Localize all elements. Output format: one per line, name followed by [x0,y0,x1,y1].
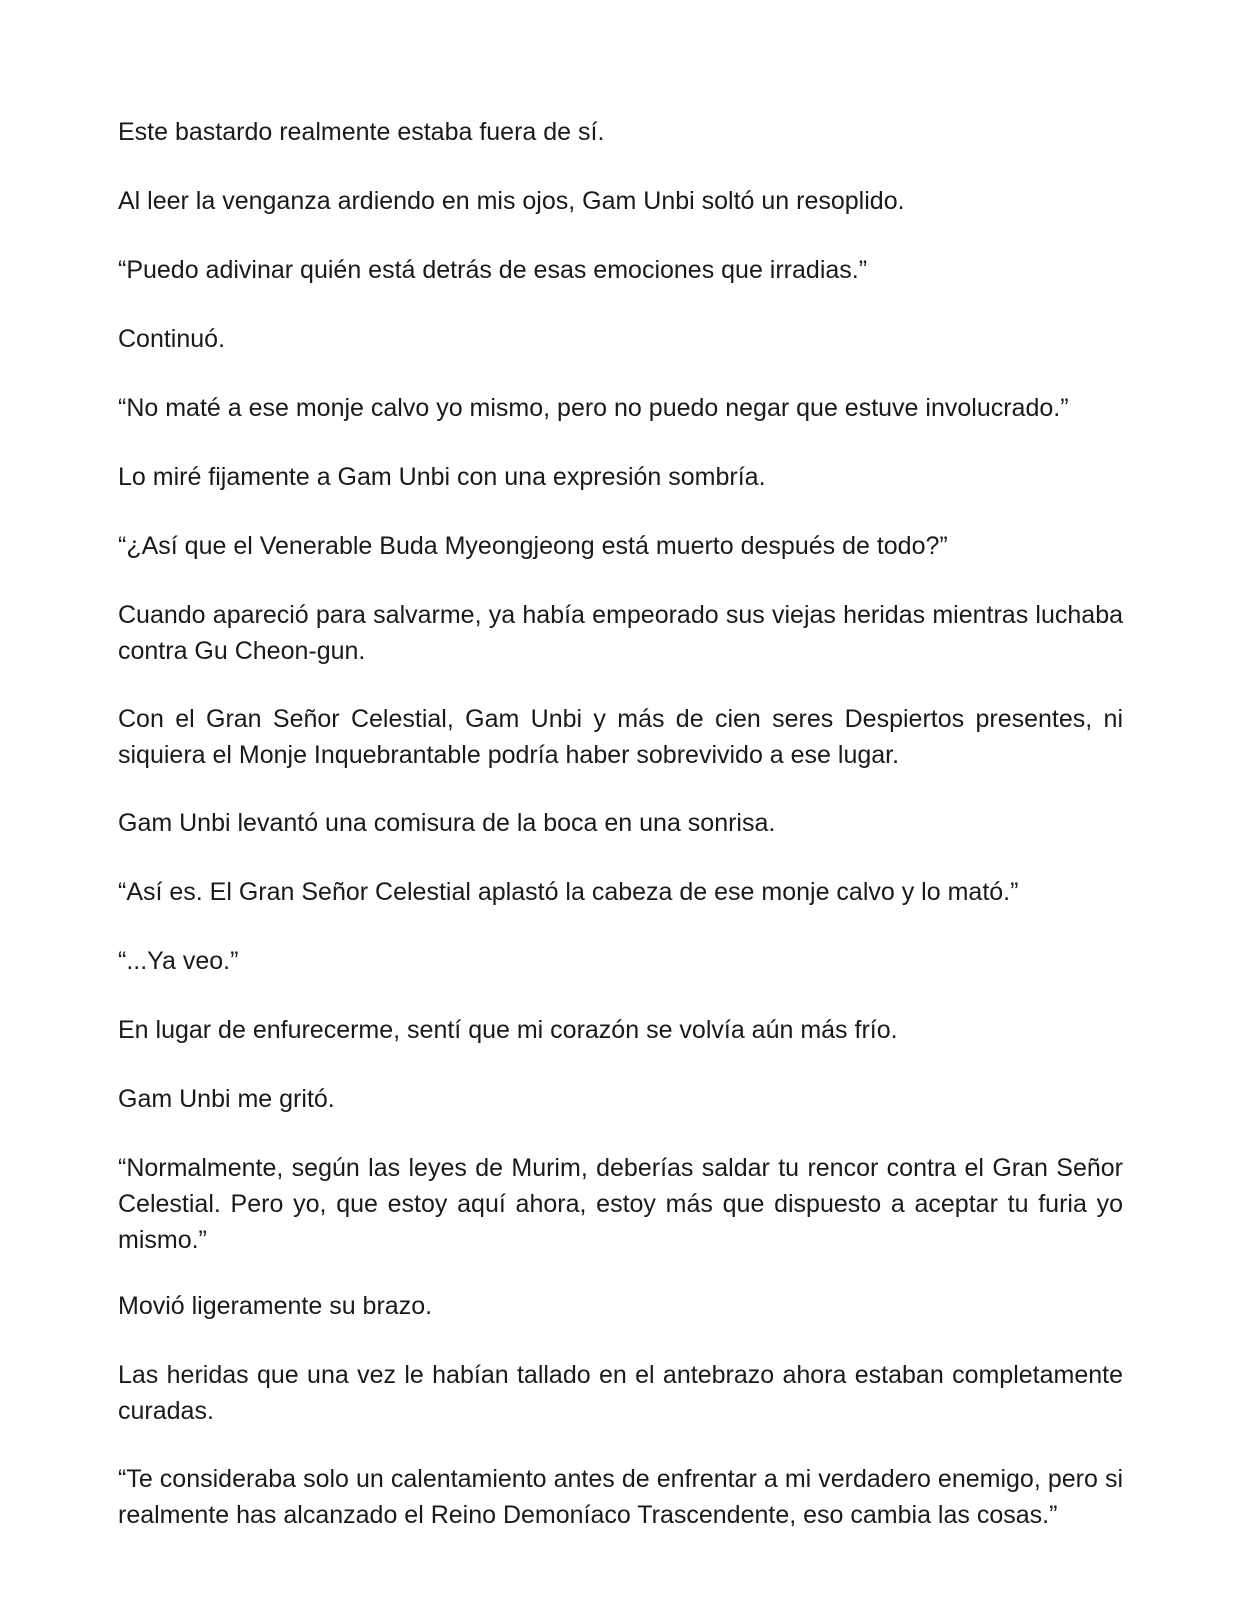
paragraph: Al leer la venganza ardiendo en mis ojos, Gam Unbi soltó un resoplido. [118,187,905,215]
paragraph: Lo miré fijamente a Gam Unbi con una expresión sombría. [118,463,766,491]
paragraph: “Normalmente, según las leyes de Murim, deberías saldar tu rencor contra el Gran Señor Celestial. Pero yo, que estoy aquí ahora, estoy más que dispuesto a aceptar tu furia yo mismo.” [118,1154,1123,1254]
paragraph: “¿Así que el Venerable Buda Myeongjeong está muerto después de todo?” [118,532,948,560]
paragraph: “Te consideraba solo un calentamiento antes de enfrentar a mi verdadero enemigo, pero si realmente has alcanzado el Reino Demoníaco Trascendente, eso cambia las cosas.” [118,1465,1123,1529]
paragraph: “...Ya veo.” [118,947,239,975]
paragraph: Este bastardo realmente estaba fuera de sí. [118,118,605,146]
paragraph: Gam Unbi me gritó. [118,1085,335,1113]
paragraph: Con el Gran Señor Celestial, Gam Unbi y más de cien seres Despiertos presentes, ni siquiera el Monje Inquebrantable podría haber sobrevivido a ese lugar. [118,705,1123,769]
paragraph: Las heridas que una vez le habían tallado en el antebrazo ahora estaban completamente curadas. [118,1361,1123,1425]
paragraph: Continuó. [118,325,226,353]
paragraph: Cuando apareció para salvarme, ya había empeorado sus viejas heridas mientras luchaba contra Gu Cheon-gun. [118,601,1123,665]
paragraph: “No maté a ese monje calvo yo mismo, pero no puedo negar que estuve involucrado.” [118,394,1069,422]
paragraph: Movió ligeramente su brazo. [118,1292,433,1320]
paragraph: En lugar de enfurecerme, sentí que mi corazón se volvía aún más frío. [118,1016,898,1044]
paragraph: “Así es. El Gran Señor Celestial aplastó la cabeza de ese monje calvo y lo mató.” [118,878,1019,906]
paragraph: “Puedo adivinar quién está detrás de esas emociones que irradias.” [118,256,868,284]
paragraph: Gam Unbi levantó una comisura de la boca en una sonrisa. [118,809,776,837]
